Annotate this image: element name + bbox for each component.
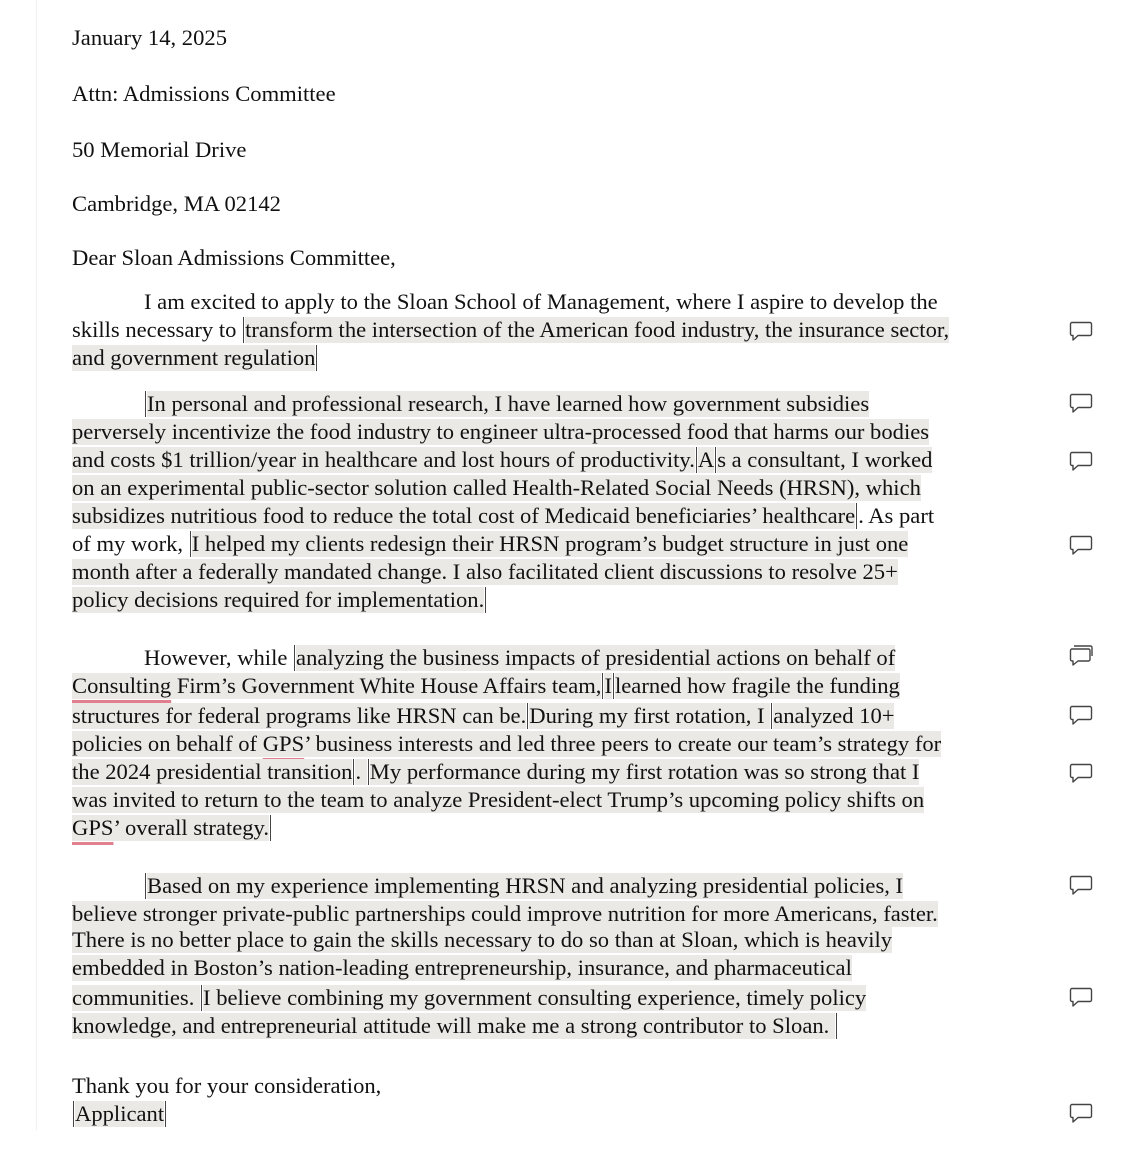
comment-anchor-caret <box>145 873 146 899</box>
commented-text[interactable]: on an experimental public-sector solution called Health-Related Social Needs (HRSN), which <box>72 475 921 500</box>
paragraph-2-line-6: of my work, I helped my clients redesign their HRSN program’s budget structure in just one <box>72 531 909 556</box>
commented-text[interactable]: s a consultant, I worked <box>717 447 933 472</box>
commented-text[interactable]: the 2024 presidential transition <box>72 759 353 784</box>
page-margin-edge <box>36 0 37 1130</box>
paragraph-1-line-1: I am excited to apply to the Sloan School of Management, where I aspire to develop the <box>144 289 938 314</box>
commented-text[interactable]: analyzing the business impacts of presidential actions on behalf of <box>296 645 896 670</box>
comment-bubble-icon[interactable] <box>1069 874 1093 896</box>
comment-anchor-caret <box>316 345 317 371</box>
paragraph-4-line-6 <box>72 1012 838 1040</box>
commented-text[interactable]: My performance during my first rotation was so strong that I <box>369 759 920 784</box>
commented-text[interactable]: . <box>355 759 367 784</box>
commented-text[interactable]: and government regulation <box>72 345 316 370</box>
comment-anchor-caret <box>201 985 202 1011</box>
comment-anchor-caret <box>270 815 271 841</box>
commented-text[interactable]: perversely incentivize the food industry to engineer ultra-processed food that harms our bodies <box>72 419 930 444</box>
paragraph-4-line-3 <box>72 926 892 954</box>
letter-date: January 14, 2025 <box>72 25 227 50</box>
commented-text[interactable]: ’ business interests and led three peers to create our team’s strategy for <box>304 731 942 756</box>
paragraph-3-line-2 <box>72 672 900 700</box>
comment-anchor-caret <box>243 317 244 343</box>
paragraph-3-line-4 <box>72 730 941 758</box>
commented-text[interactable]: embedded in Boston’s nation-leading entrepreneurship, insurance, and pharmaceutical <box>72 955 852 980</box>
comment-bubble-icon[interactable] <box>1069 704 1093 726</box>
comment-anchor-caret <box>368 759 369 785</box>
comment-anchor-caret <box>145 391 146 417</box>
paragraph-1-line-3 <box>72 344 318 372</box>
letter-closing: Thank you for your consideration, <box>72 1073 382 1098</box>
commented-text[interactable]: knowledge, and entrepreneurial attitude will make me a strong contributor to Sloan. <box>72 1013 835 1038</box>
commented-text[interactable]: Firm’s Government White House Affairs team, <box>171 673 602 698</box>
comment-bubble-stack-icon[interactable] <box>1069 645 1093 667</box>
paragraph-2-line-1 <box>72 390 869 418</box>
commented-text[interactable]: communities. <box>72 985 201 1010</box>
paragraph-2-line-8 <box>72 586 487 614</box>
paragraph-1-line-2: skills necessary to transform the intersection of the American food industry, the insurance sector, <box>72 317 950 342</box>
paragraph-3-line-3 <box>72 702 894 730</box>
paragraph-4-line-5 <box>72 984 866 1012</box>
comment-anchor-caret <box>696 447 697 473</box>
commented-text[interactable]: policy decisions required for implementation. <box>72 587 485 612</box>
spelling-flagged-word[interactable]: GPS <box>72 815 114 840</box>
paragraph-3-line-5 <box>72 758 919 786</box>
paragraph-3-line-6 <box>72 786 924 814</box>
spelling-flagged-word[interactable]: Consulting <box>72 673 172 698</box>
commented-text[interactable]: Based on my experience implementing HRSN and analyzing presidential policies, I <box>147 873 904 898</box>
commented-text[interactable]: ’ overall strategy. <box>113 815 270 840</box>
commented-text[interactable]: policies on behalf of <box>72 731 263 756</box>
comment-bubble-icon[interactable] <box>1069 534 1093 556</box>
commented-text[interactable]: I believe combining my government consulting experience, timely policy <box>203 985 867 1010</box>
paragraph-2-line-5: subsidizes nutritious food to reduce the total cost of Medicaid beneficiaries’ healthcare . As part <box>72 503 935 528</box>
spelling-flagged-word[interactable]: GPS <box>262 731 305 756</box>
commented-text[interactable]: analyzed 10+ <box>773 703 895 728</box>
comment-bubble-icon[interactable] <box>1069 450 1093 472</box>
paragraph-2-line-4 <box>72 474 921 502</box>
comment-anchor-caret <box>73 1101 74 1127</box>
comment-anchor-caret <box>836 1013 837 1039</box>
commented-text[interactable]: I helped my clients redesign their HRSN program’s budget structure in just one <box>191 531 909 556</box>
letter-address-street: 50 Memorial Drive <box>72 137 247 162</box>
commented-text[interactable]: subsidizes nutritious food to reduce the total cost of Medicaid beneficiaries’ healthcare <box>72 503 856 528</box>
paragraph-3-line-7 <box>72 814 272 842</box>
comment-anchor-caret <box>165 1101 166 1127</box>
letter-address-city: Cambridge, MA 02142 <box>72 191 281 216</box>
commented-text[interactable]: During my first rotation, I <box>529 703 771 728</box>
commented-text[interactable]: A <box>697 447 715 472</box>
comment-bubble-icon[interactable] <box>1069 1102 1093 1124</box>
commented-text[interactable]: structures for federal programs like HRSN can be. <box>72 703 527 728</box>
paragraph-2-line-2 <box>72 418 929 446</box>
comment-bubble-icon[interactable] <box>1069 320 1093 342</box>
commented-text[interactable]: Applicant <box>75 1101 165 1126</box>
comment-bubble-icon[interactable] <box>1069 986 1093 1008</box>
commented-text[interactable]: In personal and professional research, I have learned how government subsidies <box>147 391 870 416</box>
comment-anchor-caret <box>613 673 614 699</box>
paragraph-4-line-1 <box>72 872 903 900</box>
commented-text[interactable]: was invited to return to the team to analyze President-elect Trump’s upcoming policy shifts on <box>72 787 925 812</box>
commented-text[interactable]: transform the intersection of the American food industry, the insurance sector, <box>245 317 950 342</box>
comment-anchor-caret <box>294 645 295 671</box>
paragraph-3-line-1: However, while analyzing the business impacts of presidential actions on behalf of <box>144 645 896 670</box>
paragraph-4-line-2 <box>72 900 938 928</box>
commented-text[interactable]: learned how fragile the funding <box>614 673 900 698</box>
letter-signature <box>72 1100 167 1128</box>
paragraph-2-line-7 <box>72 558 898 586</box>
comment-anchor-caret <box>190 531 191 557</box>
comment-bubble-icon[interactable] <box>1069 392 1093 414</box>
commented-text[interactable]: There is no better place to gain the skills necessary to do so than at Sloan, which is heavily <box>72 927 893 952</box>
paragraph-4-line-4 <box>72 954 852 982</box>
commented-text[interactable]: believe stronger private-public partnerships could improve nutrition for more Americans, faster. <box>72 901 938 926</box>
comment-anchor-caret <box>485 587 486 613</box>
commented-text[interactable]: and costs $1 trillion/year in healthcare and lost hours of productivity. <box>72 447 695 472</box>
commented-text[interactable]: month after a federally mandated change. I also facilitated client discussions to resolve 25+ <box>72 559 898 584</box>
paragraph-2-line-3 <box>72 446 932 474</box>
letter-attn: Attn: Admissions Committee <box>72 81 336 106</box>
letter-salutation: Dear Sloan Admissions Committee, <box>72 245 396 270</box>
commented-text[interactable]: I <box>604 673 612 698</box>
comment-bubble-icon[interactable] <box>1069 762 1093 784</box>
